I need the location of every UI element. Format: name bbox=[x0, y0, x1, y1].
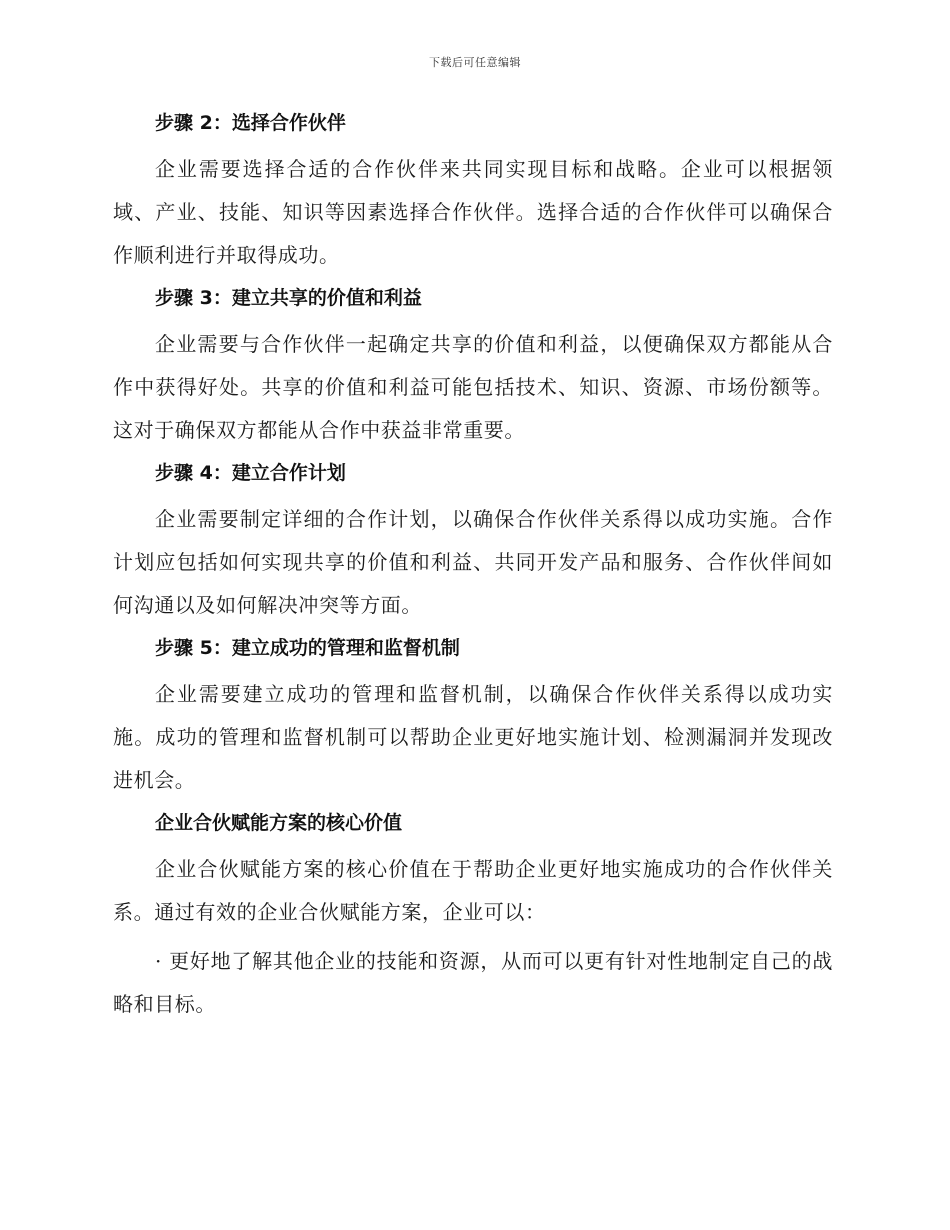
section-step-3 bbox=[113, 283, 833, 452]
section-heading: 步骤 4：建立合作计划 bbox=[155, 462, 346, 484]
section-paragraph: 企业合伙赋能方案的核心价值在于帮助企业更好地实施成功的合作伙伴关系。通过有效的企业合伙赋能方案，企业可以： bbox=[113, 857, 833, 924]
section-heading: 步骤 3：建立共享的价值和利益 bbox=[155, 287, 422, 309]
section-paragraph: 企业需要与合作伙伴一起确定共享的价值和利益，以便确保双方都能从合作中获得好处。共享的价值和利益可能包括技术、知识、资源、市场份额等。这对于确保双方都能从合作中获益非常重要。 bbox=[113, 332, 833, 442]
section-step-2 bbox=[113, 108, 833, 277]
bullet-item: · 更好地了解其他企业的技能和资源，从而可以更有针对性地制定自己的战略和目标。 bbox=[113, 949, 833, 1016]
section-paragraph: 企业需要选择合适的合作伙伴来共同实现目标和战略。企业可以根据领域、产业、技能、知识等因素选择合作伙伴。选择合适的合作伙伴可以确保合作顺利进行并取得成功。 bbox=[113, 157, 833, 267]
section-step-4 bbox=[113, 458, 833, 627]
document-body bbox=[113, 108, 833, 1032]
section-step-5 bbox=[113, 633, 833, 802]
section-paragraph: 企业需要建立成功的管理和监督机制，以确保合作伙伴关系得以成功实施。成功的管理和监督机制可以帮助企业更好地实施计划、检测漏洞并发现改进机会。 bbox=[113, 682, 833, 792]
section-heading: 步骤 2：选择合作伙伴 bbox=[155, 112, 346, 134]
section-paragraph: 企业需要制定详细的合作计划，以确保合作伙伴关系得以成功实施。合作计划应包括如何实现共享的价值和利益、共同开发产品和服务、合作伙伴间如何沟通以及如何解决冲突等方面。 bbox=[113, 507, 833, 617]
section-core-value bbox=[113, 808, 833, 1026]
page-header: 下载后可任意编辑 bbox=[429, 56, 521, 69]
section-heading: 步骤 5：建立成功的管理和监督机制 bbox=[155, 637, 460, 659]
section-heading: 企业合伙赋能方案的核心价值 bbox=[155, 812, 403, 834]
